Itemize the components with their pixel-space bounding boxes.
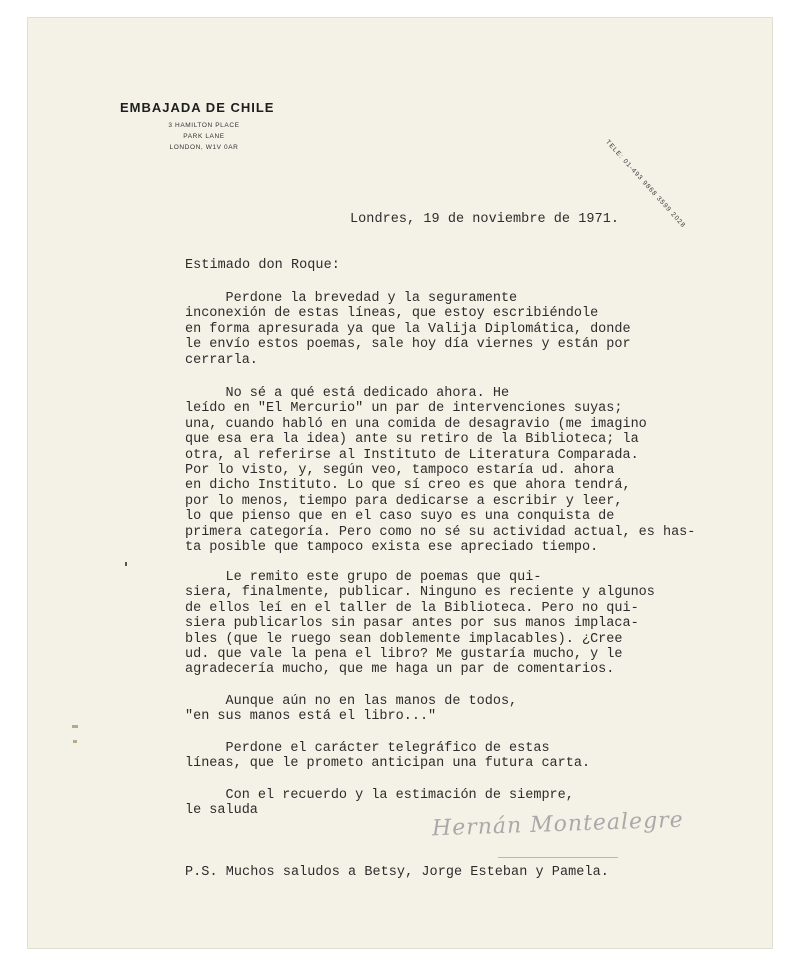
paragraph-5 (185, 741, 590, 772)
text-line: agradecería mucho, que me haga un par de comentarios. (185, 662, 615, 678)
paragraph-3 (185, 570, 655, 678)
text-line: bles (que le ruego sean doblemente implacables). ¿Cree (185, 631, 623, 647)
paragraph-4 (185, 694, 517, 725)
text-line: siera publicarlos sin pasar antes por sus manos implaca- (185, 616, 639, 632)
text-line: No sé a qué está dedicado ahora. He (185, 386, 510, 401)
text-line: "en sus manos está el libro..." (185, 709, 437, 725)
postscript: P.S. Muchos saludos a Betsy, Jorge Esteban y Pamela. (185, 865, 609, 880)
handwritten-signature: Hernán Montealegre (431, 807, 685, 842)
text-line: Aunque aún no en las manos de todos, (185, 694, 518, 709)
text-line: primera categoría. Pero como no sé su actividad actual, es has- (185, 524, 696, 540)
text-line: en dicho Instituto. Lo que sí creo es que ahora tendrá, (185, 478, 631, 494)
text-line: en forma apresurada ya que la Valija Diplomática, donde (185, 321, 631, 337)
letterhead-address-line: 3 HAMILTON PLACE (168, 122, 240, 129)
text-line: por lo menos, tiempo para dedicarse a escribir y leer, (185, 493, 623, 509)
text-line: Con el recuerdo y la estimación de siempre, (185, 788, 574, 803)
text-line: Perdone la brevedad y la seguramente (185, 291, 518, 306)
text-line: una, cuando habló en una comida de desagravio (me imagino (185, 416, 647, 432)
paragraph-1 (185, 291, 631, 368)
salutation: Estimado don Roque: (185, 258, 340, 273)
letterhead-address-line: PARK LANE (183, 133, 225, 140)
text-line: de ellos leí en el taller de la Biblioteca. Pero no qui- (185, 600, 639, 616)
text-line: inconexión de estas líneas, que estoy escribiéndole (185, 306, 599, 322)
date-line: Londres, 19 de noviembre de 1971. (350, 212, 619, 227)
letterhead (120, 100, 300, 153)
paragraph-2 (185, 386, 695, 555)
text-line: cerrarla. (185, 352, 258, 368)
text-line: leído en "El Mercurio" un par de intervenciones suyas; (185, 401, 623, 417)
text-line: Por lo visto, y, según veo, tampoco estaría ud. ahora (185, 463, 615, 479)
text-line: lo que pienso que en el caso suyo es una conquista de (185, 509, 615, 525)
letterhead-title: EMBAJADA DE CHILE (120, 100, 275, 115)
text-line: ta posible que tampoco exista ese apreciado tiempo. (185, 540, 599, 556)
text-line: ud. que vale la pena el libro? Me gustaría mucho, y le (185, 647, 623, 663)
text-line: Perdone el carácter telegráfico de estas (185, 741, 550, 756)
letterhead-address-line: LONDON, W1V 0AR (169, 144, 239, 151)
stain-mark (125, 562, 127, 566)
text-line: otra, al referirse al Instituto de Literatura Comparada. (185, 447, 639, 463)
text-line: siera, finalmente, publicar. Ninguno es reciente y algunos (185, 585, 655, 601)
stain-mark (73, 740, 77, 743)
stain-mark (72, 725, 78, 728)
text-line: le envío estos poemas, sale hoy día viernes y están por (185, 337, 631, 353)
phone-stamp: TELE: 01-493 9868 3599 2028 (604, 138, 687, 230)
signature-underline (498, 857, 618, 858)
text-line: le saluda (185, 803, 258, 819)
text-line: que esa era la idea) ante su retiro de la Biblioteca; la (185, 432, 639, 448)
text-line: Le remito este grupo de poemas que qui- (185, 570, 542, 585)
text-line: líneas, que le prometo anticipan una futura carta. (185, 756, 591, 772)
